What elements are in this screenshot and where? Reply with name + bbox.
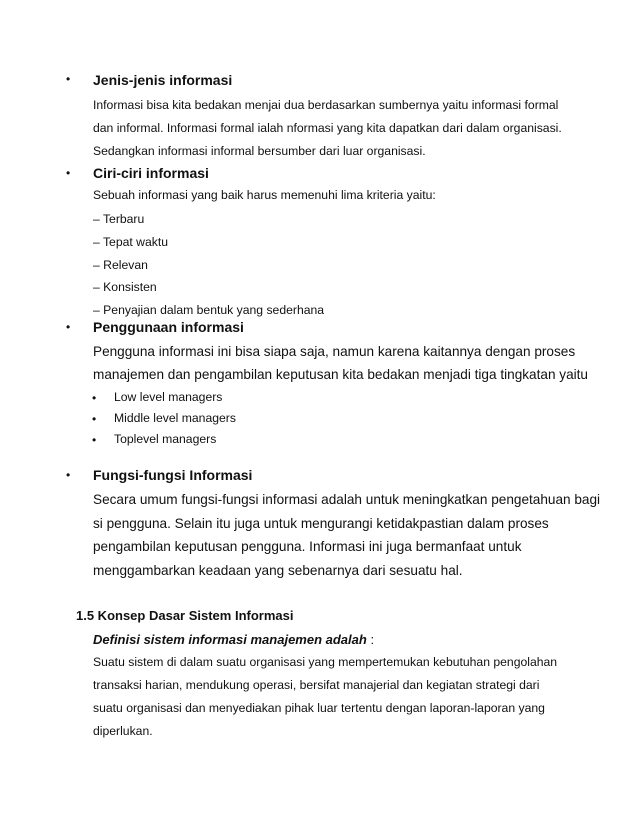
bullet-icon: • [66, 166, 71, 180]
jenis-line-2: dan informal. Informasi formal ialah nformasi yang kita dapatkan dari dalam organisasi. [93, 121, 562, 135]
penggunaan-heading: Penggunaan informasi [93, 319, 244, 335]
bullet-icon: • [92, 433, 97, 447]
definition-colon: : [366, 632, 375, 647]
ciri-item: – Penyajian dalam bentuk yang sederhana [93, 303, 325, 317]
jenis-line-3: Sedangkan informasi informal bersumber dari luar organisasi. [93, 144, 426, 158]
konsep-line-4: diperlukan. [93, 724, 153, 738]
definition-title [93, 632, 374, 647]
bullet-icon: • [66, 320, 71, 334]
level-item: Toplevel managers [114, 432, 217, 446]
bullet-icon: • [92, 412, 97, 426]
level-item: Middle level managers [114, 411, 236, 425]
penggunaan-line-2: manajemen dan pengambilan keputusan kita bedakan menjadi tiga tingkatan yaitu [93, 367, 588, 382]
fungsi-line-1: Secara umum fungsi-fungsi informasi adalah untuk meningkatkan pengetahuan bagi [93, 492, 601, 507]
level-item: Low level managers [114, 390, 223, 404]
penggunaan-line-1: Pengguna informasi ini bisa siapa saja, namun karena kaitannya dengan proses [93, 344, 576, 359]
fungsi-line-3: pengambilan keputusan pengguna. Informasi ini juga bermanfaat untuk [93, 539, 522, 554]
ciri-item: – Relevan [93, 258, 148, 272]
fungsi-line-4: menggambarkan keadaan yang sebenarnya dari sesuatu hal. [93, 563, 463, 578]
konsep-line-3: suatu organisasi dan menyediakan pihak luar tertentu dengan laporan-laporan yang [93, 701, 545, 715]
ciri-item: – Tepat waktu [93, 235, 168, 249]
konsep-line-1: Suatu sistem di dalam suatu organisasi yang mempertemukan kebutuhan pengolahan [93, 655, 558, 669]
definition-label: Definisi sistem informasi manajemen adalah [93, 632, 367, 647]
bullet-icon: • [66, 72, 71, 86]
fungsi-heading: Fungsi-fungsi Informasi [93, 467, 253, 483]
konsep-heading: 1.5 Konsep Dasar Sistem Informasi [76, 608, 294, 623]
ciri-item: – Konsisten [93, 280, 157, 294]
ciri-heading: Ciri-ciri informasi [93, 165, 209, 181]
ciri-item: – Terbaru [93, 212, 145, 226]
bullet-icon: • [92, 391, 97, 405]
fungsi-line-2: si pengguna. Selain itu juga untuk mengurangi ketidakpastian dalam proses [93, 516, 549, 531]
konsep-line-2: transaksi harian, mendukung operasi, bersifat manajerial dan kegiatan strategi dari [93, 678, 540, 692]
jenis-heading: Jenis-jenis informasi [93, 72, 233, 88]
jenis-line-1: Informasi bisa kita bedakan menjai dua berdasarkan sumbernya yaitu informasi formal [93, 98, 559, 112]
ciri-intro: Sebuah informasi yang baik harus memenuhi lima kriteria yaitu: [93, 188, 436, 202]
bullet-icon: • [66, 468, 71, 482]
